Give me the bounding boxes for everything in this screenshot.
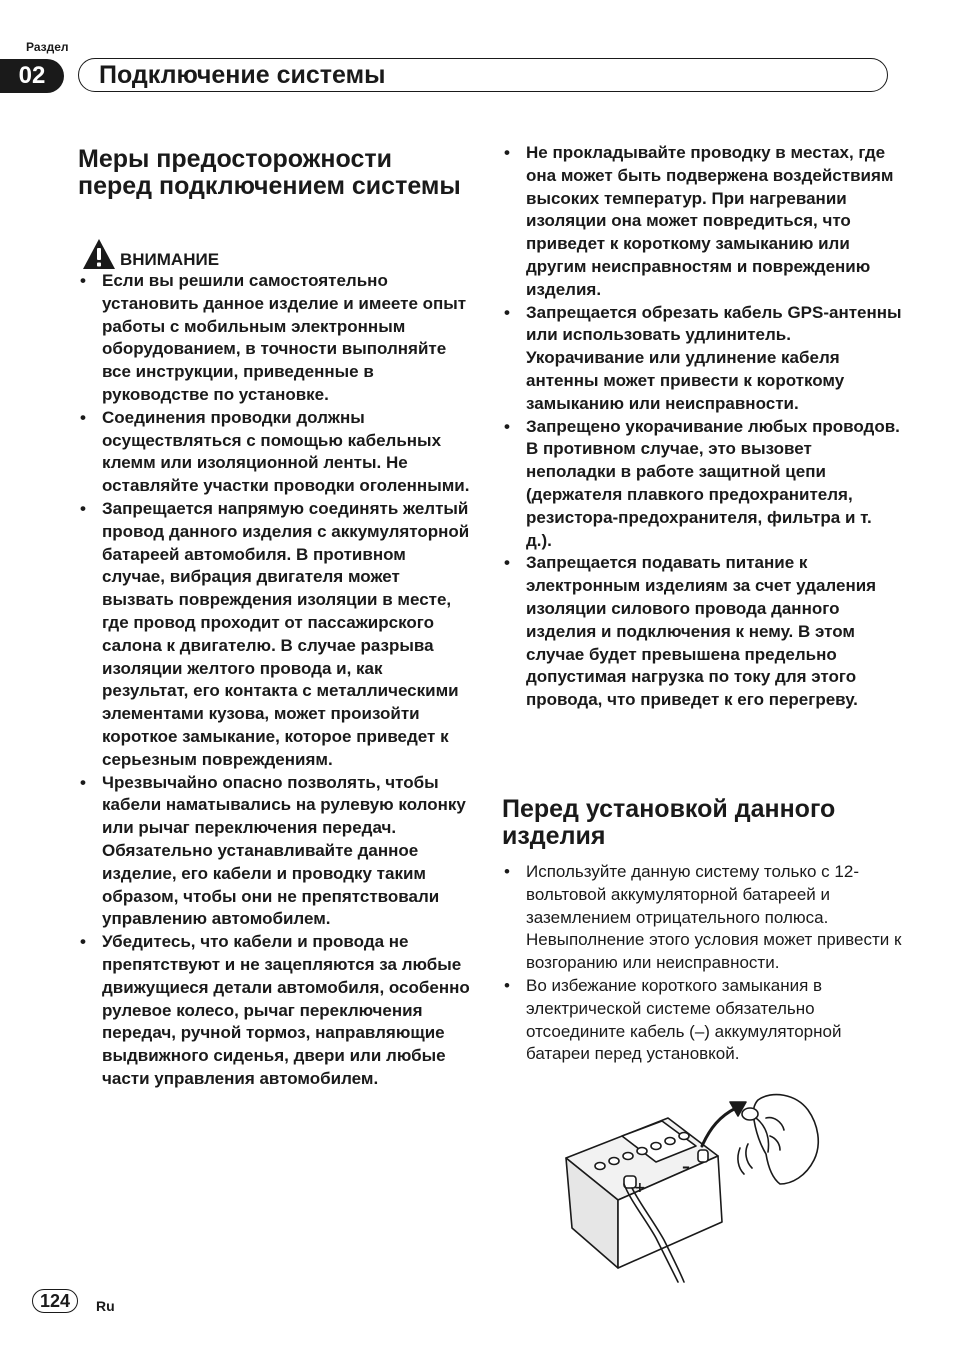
plus-symbol: +: [634, 1180, 646, 1196]
list-item: • Чрезвычайно опасно позволять, чтобы кабели наматывались на рулевую колонку или рычаг переключения передач. Обязательно устанавливайте данное изделие, его кабели и проводку таким образом, чтобы они не препятствовали управлению автомобилем.: [80, 772, 466, 929]
bullet-icon: •: [504, 302, 510, 322]
section-title-bar: [78, 58, 888, 92]
bullet-icon: •: [504, 553, 510, 573]
section-title: Подключение системы: [99, 61, 386, 89]
battery-disconnect-illustration: [560, 1088, 830, 1283]
bullet-icon: •: [504, 975, 510, 995]
list-item: • Во избежание короткого замыкания в электрической системе обязательно отсоедините кабель (–) аккумуляторной батареи перед установкой.: [504, 975, 842, 1064]
bullet-icon: •: [80, 932, 86, 952]
list-item: • Соединения проводки должны осуществляться с помощью кабельных клемм или изоляционной ленты. Не оставляйте участки проводки оголенными.: [80, 407, 470, 496]
precautions-heading: Меры предосторожности перед подключением системы: [78, 145, 461, 200]
list-item: • Запрещается обрезать кабель GPS-антенны или использовать удлинитель. Укорачивание или удлинение кабеля антенны может привести к короткому замыканию или неисправности.: [504, 302, 902, 413]
minus-symbol: –: [682, 1157, 690, 1176]
list-item: • Запрещено укорачивание любых проводов. В противном случае, это вызовет неполадки в работе защитной цепи (держателя плавкого предохранителя, резистора-предохранителя, фильтра и т. д.).: [504, 416, 900, 550]
hand-icon: [753, 1095, 818, 1184]
list-item: • Если вы решили самостоятельно установить данное изделие и имеете опыт работы с мобильным электронным оборудованием, в точности выполняйте все инструкции, приведенные в руководстве по установке.: [80, 271, 467, 404]
list-item: • Запрещается напрямую соединять желтый провод данного изделия с аккумуляторной батареей автомобиля. В противном случае, вибрация двигателя может вызвать повреждения изоляции в месте, где провод проходит от пассажирского салона к двигателю. В случае разрыва изоляции желтого провода и, как результат, его контакта с металлическими элементами кузова, может произойти короткое замыкание, которое приведет к серьезным повреждениям.: [80, 498, 470, 769]
section-label: Раздел: [26, 40, 69, 54]
bullet-icon: •: [504, 143, 510, 162]
list-item: • Запрещается подавать питание к электронным изделиям за счет удаления изоляции силового провода данного изделия и подключения к нему. В этом случае будет превышена предельно допустимая нагрузка по току для этого провода, что приведет к его перегреву.: [504, 553, 877, 710]
list-item: • Не прокладывайте проводку в местах, где она может быть подвержена воздействиям высоких температур. При нагревании изоляции она может повредиться, что приведет к короткому замыканию или другим неисправностям и повреждению изделия.: [504, 143, 894, 299]
bullet-icon: •: [80, 271, 86, 290]
warning-triangle-icon: [82, 238, 116, 270]
bullet-icon: •: [80, 407, 86, 427]
bullet-icon: •: [80, 772, 86, 792]
bullet-icon: •: [80, 498, 86, 518]
page-number: 124: [32, 1289, 78, 1313]
before-install-list: [502, 861, 902, 1066]
negative-terminal: [698, 1150, 708, 1162]
bullet-icon: •: [504, 862, 510, 881]
warning-label: ВНИМАНИЕ: [120, 250, 220, 269]
list-item: • Используйте данную систему только с 12-вольтовой аккумуляторной батареей и заземлением отрицательного полюса. Невыполнение этого условия может привести к возгоранию или неисправности.: [504, 862, 902, 973]
language-code: Ru: [96, 1298, 115, 1314]
bullet-icon: •: [504, 416, 510, 436]
precautions-list-left: [78, 270, 470, 1091]
section-number-badge: 02: [0, 59, 64, 93]
list-item: • Убедитесь, что кабели и провода не препятствуют и не зацепляются за любые движущиеся детали автомобиля, особенно рулевое колесо, рычаг переключения передач, ручной тормоз, направляющие выдвижного сиденья, двери или любые части управления автомобилем.: [80, 932, 470, 1088]
warning-block: [82, 234, 219, 270]
precautions-list-right: [502, 142, 902, 712]
before-install-heading: Перед установкой данного изделия: [502, 795, 836, 850]
